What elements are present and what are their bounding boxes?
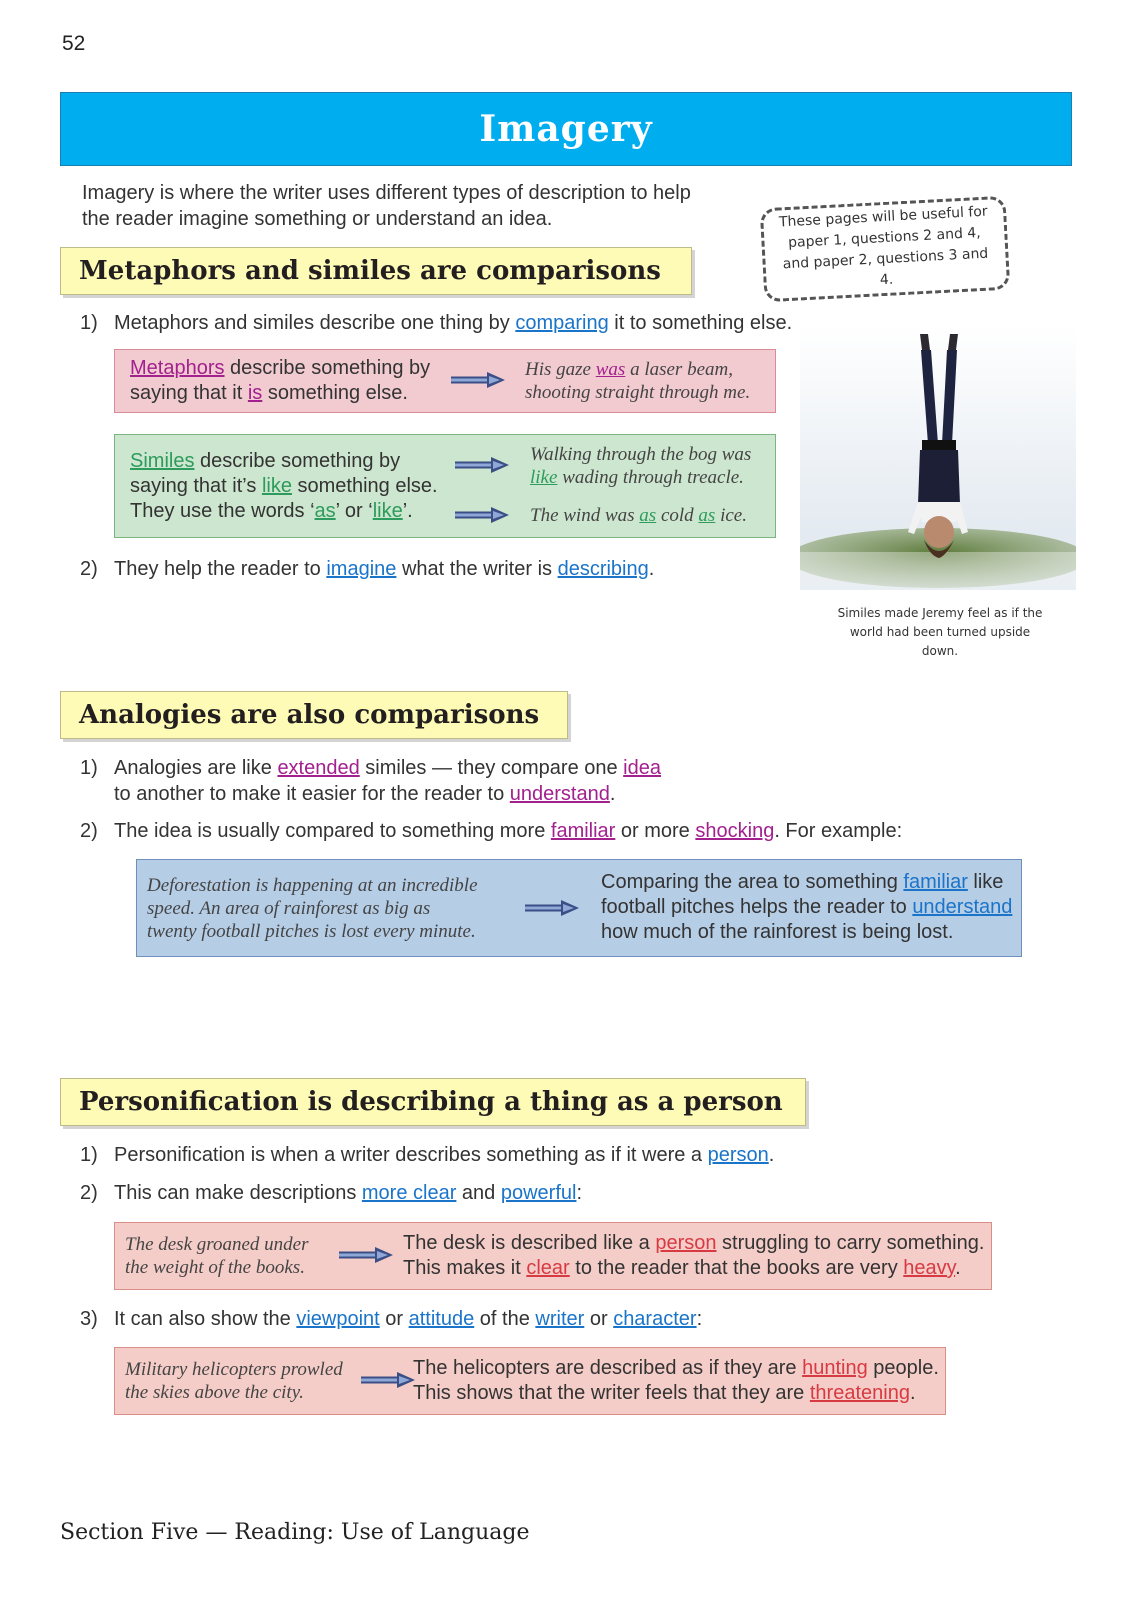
box-text: how much of the rainforest is being lost. (601, 921, 954, 943)
point-text: : (576, 1182, 583, 1204)
metaphor-example-box (114, 349, 776, 413)
arrow-icon (337, 1245, 395, 1265)
box-text: saying that it’s (130, 475, 262, 497)
example-text: shooting straight through me. (525, 382, 751, 403)
box-text: something else. (291, 475, 438, 497)
keyword-link[interactable]: idea (623, 757, 661, 779)
example-text: Walking through the bog was (530, 444, 752, 465)
keyword-link[interactable]: hunting (802, 1357, 868, 1379)
title-bar (60, 92, 1072, 166)
keyword-link[interactable]: like (530, 467, 558, 488)
point-text: to another to make it easier for the reader to (114, 783, 510, 805)
point-number: 1) (80, 757, 98, 779)
personification-point-3 (80, 1306, 980, 1332)
simile-example-box (114, 434, 776, 538)
photo-caption: Similes made Jeremy feel as if the world had been turned upside down. (837, 606, 1043, 658)
section-footer: Section Five — Reading: Use of Language (60, 1520, 530, 1545)
keyword-link[interactable]: understand (912, 896, 1013, 918)
point-text: similes — they compare one (359, 757, 624, 779)
heading-metaphors-text: Metaphors and similes are comparisons (79, 256, 661, 286)
keyword-link[interactable]: is (247, 382, 263, 404)
arrow-icon (449, 370, 507, 390)
heading-analogies-text: Analogies are also comparisons (79, 700, 540, 730)
arrow-icon (453, 455, 511, 475)
arrow-icon (453, 505, 511, 525)
keyword-link[interactable]: as (698, 505, 716, 526)
metaphors-point-2 (80, 556, 800, 582)
point-number: 2) (80, 558, 98, 580)
example-text: speed. An area of rainforest as big as (147, 898, 431, 919)
box-text: ’ or ‘ (335, 500, 373, 522)
keyword-link[interactable]: familiar (550, 820, 616, 842)
keyword-link[interactable]: clear (526, 1257, 570, 1279)
point-text: They help the reader to (114, 558, 327, 580)
keyword-link[interactable]: person (655, 1232, 717, 1254)
point-number: 2) (80, 1182, 98, 1204)
keyword-link[interactable]: as (314, 500, 336, 522)
arrow-icon (523, 898, 581, 918)
box-text: saying that it (130, 382, 248, 404)
box-text: something else. (262, 382, 408, 404)
point-number: 1) (80, 312, 98, 334)
keyword-link[interactable]: attitude (408, 1308, 475, 1330)
point-text: . (768, 1144, 775, 1166)
metaphor-example (525, 358, 775, 404)
analogy-example (147, 874, 527, 943)
box-text: like (967, 871, 1004, 893)
exam-note (760, 196, 1011, 303)
keyword-link[interactable]: comparing (515, 312, 609, 334)
keyword-link[interactable]: imagine (326, 558, 397, 580)
box-text: football pitches helps the reader to (601, 896, 913, 918)
box-text: Comparing the area to something (601, 871, 904, 893)
keyword-link[interactable]: threatening (809, 1382, 910, 1404)
point-text: The idea is usually compared to something more (114, 820, 551, 842)
example-text: the weight of the books. (125, 1257, 305, 1278)
keyword-link[interactable]: shocking (695, 820, 775, 842)
page-title: Imagery (479, 108, 653, 150)
point-text: Personification is when a writer describes something as if it were a (114, 1144, 708, 1166)
example-text: His gaze (525, 359, 596, 380)
keyword-link[interactable]: Metaphors (130, 357, 225, 379)
heading-personification-text: Personification is describing a thing as a person (79, 1087, 783, 1117)
point-text: . (609, 783, 616, 805)
keyword-link[interactable]: like (372, 500, 403, 522)
box-text: describe something by (194, 450, 401, 472)
simile-example-1 (530, 443, 770, 489)
keyword-link[interactable]: writer (535, 1308, 585, 1330)
keyword-link[interactable]: understand (509, 783, 610, 805)
personification-example-2 (125, 1358, 365, 1404)
keyword-link[interactable]: as (639, 505, 657, 526)
keyword-link[interactable]: character (613, 1308, 697, 1330)
keyword-link[interactable]: describing (557, 558, 649, 580)
point-text: It can also show the (114, 1308, 297, 1330)
personification-example-box-2 (114, 1347, 946, 1415)
example-text: Military helicopters prowled (125, 1359, 343, 1380)
exam-note-text: These pages will be useful for paper 1, questions 2 and 4, and paper 2, questions 3 and 4. (778, 203, 989, 289)
box-text: This shows that the writer feels that they are (413, 1382, 810, 1404)
keyword-link[interactable]: familiar (903, 871, 968, 893)
box-text: . (955, 1257, 961, 1279)
analogy-example-box (136, 859, 1022, 957)
analogies-point-2 (80, 818, 980, 844)
intro-text: Imagery is where the writer uses different types of description to help the reader imagine something or understand an idea. (82, 182, 691, 230)
keyword-link[interactable]: viewpoint (296, 1308, 380, 1330)
personification-point-1 (80, 1142, 980, 1168)
point-text: Analogies are like (114, 757, 278, 779)
point-number: 1) (80, 1144, 98, 1166)
box-text: The helicopters are described as if they are (413, 1357, 803, 1379)
section-heading-personification (60, 1078, 806, 1126)
analogy-explanation (601, 870, 1017, 945)
box-text: ’. (402, 500, 413, 522)
page-number: 52 (62, 32, 86, 55)
example-text: The desk groaned under (125, 1234, 309, 1255)
point-text: what the writer is (396, 558, 558, 580)
keyword-link[interactable]: extended (277, 757, 360, 779)
metaphor-definition (130, 356, 450, 406)
point-number: 3) (80, 1308, 98, 1330)
box-text: They use the words ‘ (130, 500, 315, 522)
box-text: describe something by (224, 357, 431, 379)
box-text: to the reader that the books are very (569, 1257, 904, 1279)
analogies-point-1 (80, 755, 800, 807)
keyword-link[interactable]: powerful (500, 1182, 577, 1204)
section-heading-metaphors (60, 247, 692, 295)
keyword-link[interactable]: person (707, 1144, 769, 1166)
keyword-link[interactable]: was (595, 359, 626, 380)
box-text: This makes it (403, 1257, 527, 1279)
point-text: or (379, 1308, 409, 1330)
personification-point-2 (80, 1180, 980, 1206)
box-text: The desk is described like a (403, 1232, 656, 1254)
example-text: the skies above the city. (125, 1382, 304, 1403)
example-text: twenty football pitches is lost every minute. (147, 921, 476, 942)
personification-example-1 (125, 1233, 345, 1279)
keyword-link[interactable]: Similes (130, 450, 195, 472)
personification-explanation-1 (403, 1231, 989, 1281)
point-text: . For example: (774, 820, 903, 842)
headstand-photo (800, 326, 1076, 590)
keyword-link[interactable]: more clear (361, 1182, 457, 1204)
example-text: Deforestation is happening at an incredible (147, 875, 478, 896)
point-text: or more (615, 820, 696, 842)
keyword-link[interactable]: like (261, 475, 292, 497)
point-text: of the (474, 1308, 536, 1330)
point-text: and (456, 1182, 501, 1204)
box-text: . (909, 1382, 916, 1404)
personification-example-box-1 (114, 1222, 992, 1290)
box-text: people. (867, 1357, 939, 1379)
example-text: cold (656, 505, 699, 526)
personification-explanation-2 (413, 1356, 943, 1406)
point-text: : (696, 1308, 703, 1330)
simile-example-2 (530, 504, 770, 527)
point-text: or (584, 1308, 614, 1330)
point-number: 2) (80, 820, 98, 842)
point-text: . (648, 558, 655, 580)
example-text: wading through treacle. (557, 467, 744, 488)
point-text: Metaphors and similes describe one thing by (114, 312, 516, 334)
point-text: it to something else. (608, 312, 793, 334)
arrow-icon (359, 1370, 417, 1390)
example-text: ice. (715, 505, 747, 526)
example-text: a laser beam, (625, 359, 733, 380)
example-text: The wind was (530, 505, 640, 526)
metaphors-point-1 (80, 310, 800, 336)
simile-definition (130, 449, 460, 524)
point-text: This can make descriptions (114, 1182, 362, 1204)
section-heading-analogies (60, 691, 568, 739)
box-text: struggling to carry something. (716, 1232, 985, 1254)
keyword-link[interactable]: heavy (903, 1257, 956, 1279)
